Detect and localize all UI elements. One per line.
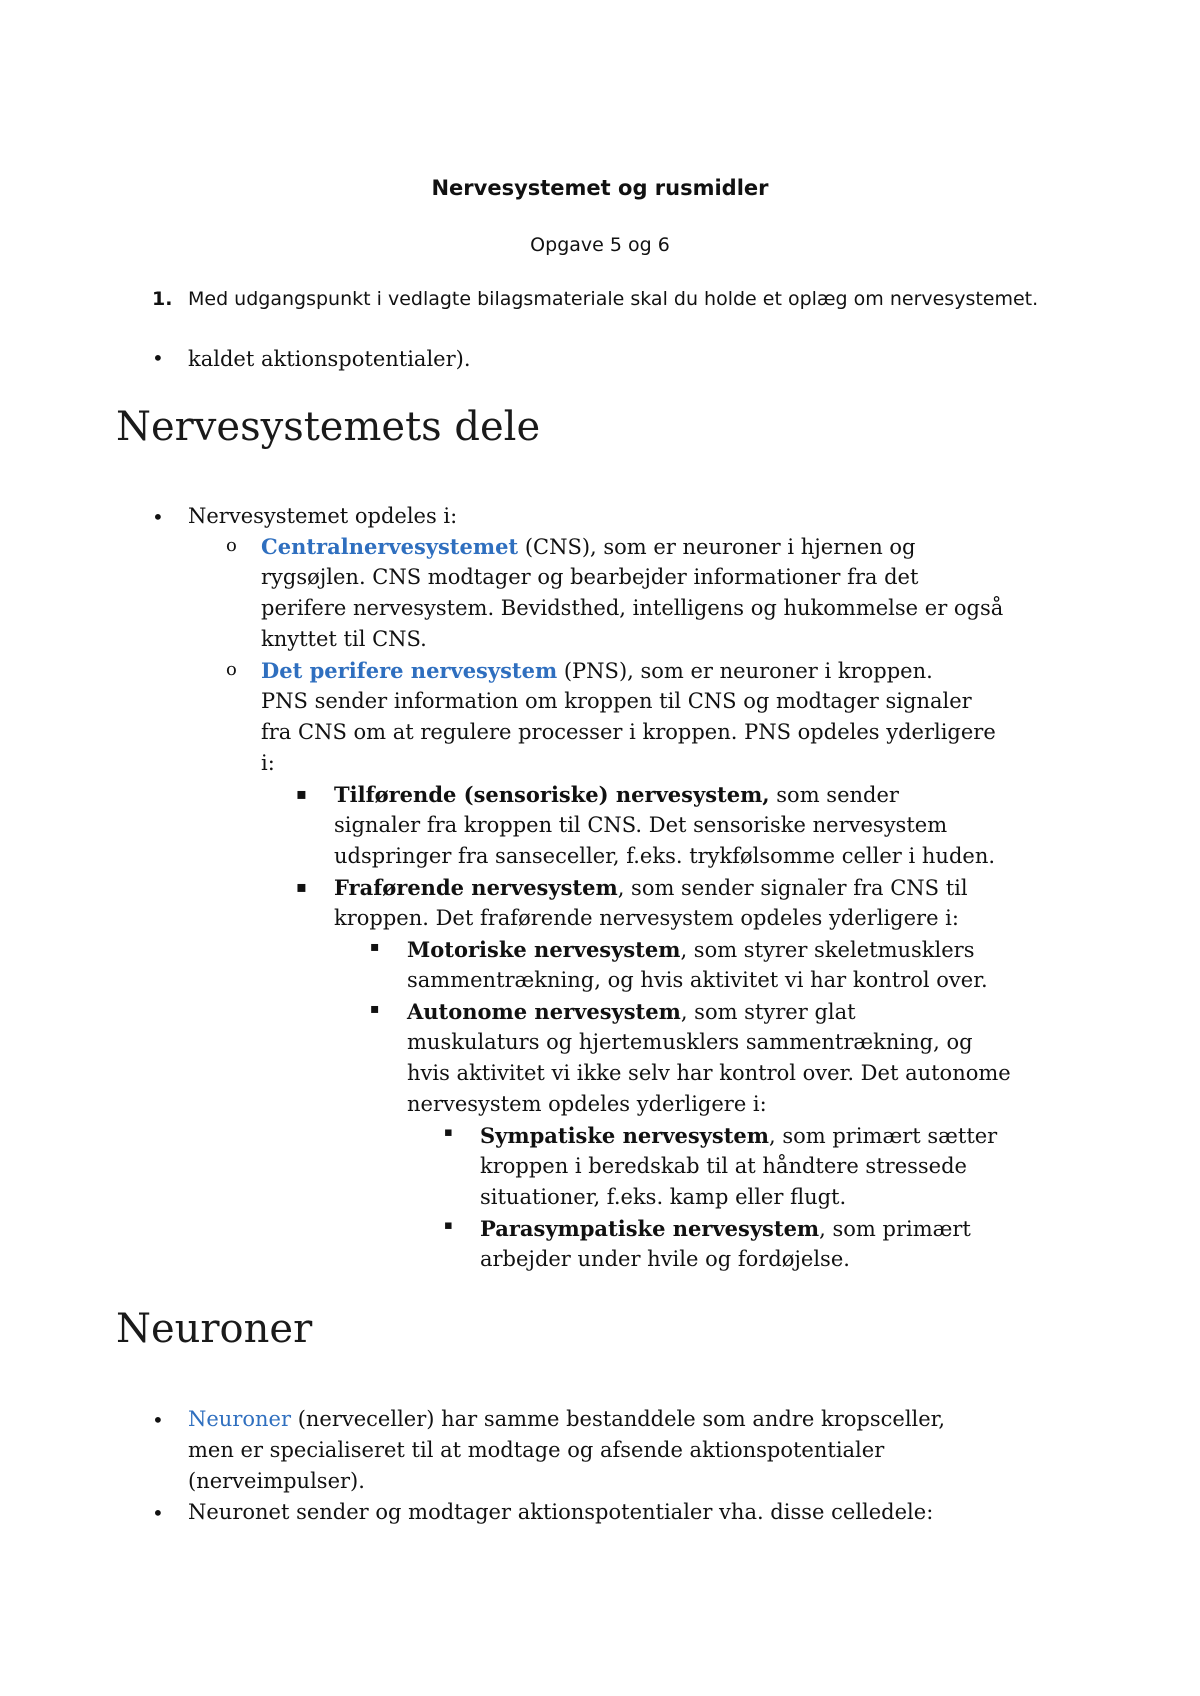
neuroner-term: Neuroner [188,1407,292,1431]
cns-text-1: (CNS), som er neuroner i hjernen og [518,535,916,559]
pns-text-1: (PNS), som er neuroner i kroppen. [557,659,933,683]
bullet-marker: • [152,1501,164,1525]
sympathetic-term: Sympatiske nervesystem [480,1123,769,1148]
efferent-line-2: kroppen. Det fraførende nervesystem opdeles yderligere i: [334,906,959,930]
section-heading-nervesystemets-dele: Nervesystemets dele [116,404,541,450]
bullet-marker: • [152,505,164,529]
square-marker: ▪ [444,1218,453,1233]
afferent-line-2: signaler fra kroppen til CNS. Det sensoriske nervesystem [334,813,948,837]
sympathetic-text-1: , som primært sætter [769,1124,998,1148]
parasympathetic-line-1 [480,1213,971,1245]
document-title: Nervesystemet og rusmidler [431,176,769,200]
neuroner-line-2: men er specialiseret til at modtage og afsende aktionspotentialer [188,1438,885,1462]
square-marker: ▪ [296,877,307,896]
autonomic-line-4: nervesystem opdeles yderligere i: [407,1092,767,1116]
pns-line-1 [261,655,933,687]
cns-line-3: perifere nervesystem. Bevidsthed, intelligens og hukommelse er også [261,596,1004,620]
afferent-line-1 [334,779,899,811]
pns-line-2: PNS sender information om kroppen til CNS og modtager signaler [261,689,972,713]
circle-marker: o [226,535,237,556]
autonomic-term: Autonome nervesystem [407,999,681,1024]
afferent-text-1: som sender [769,783,899,807]
pns-term: Det perifere nervesystem [261,658,558,683]
cns-line-4: knyttet til CNS. [261,627,427,651]
motor-text-1: , som styrer skeletmusklers [680,938,975,962]
sympathetic-line-3: situationer, f.eks. kamp eller flugt. [480,1185,847,1209]
efferent-term: Fraførende nervesystem [334,875,618,900]
parasympathetic-term: Parasympatiske nervesystem [480,1216,820,1241]
cns-line-1 [261,531,916,563]
parasympathetic-line-2: arbejder under hvile og fordøjelse. [480,1247,850,1271]
section-heading-neuroner: Neuroner [116,1306,313,1352]
autonomic-line-2: muskulaturs og hjertemusklers sammentrækning, og [407,1030,973,1054]
neuroner-line-1 [188,1404,945,1435]
motor-line-2: sammentrækning, og hvis aktivitet vi har kontrol over. [407,968,988,992]
afferent-term: Tilførende (sensoriske) nervesystem, [334,782,770,807]
autonomic-text-1: , som styrer glat [680,1000,856,1024]
bullet-marker: • [152,1408,164,1432]
square-marker: ▪ [370,939,380,955]
square-marker: ▪ [370,1001,380,1017]
bullet-marker: • [152,346,164,370]
intro-bullet-text: kaldet aktionspotentialer). [188,347,471,371]
efferent-line-1 [334,872,968,904]
square-marker: ▪ [296,784,307,803]
neuroner-text-1: (nerveceller) har samme bestanddele som andre kropsceller, [291,1407,946,1431]
cns-term: Centralnervesystemet [261,534,519,559]
celledele-text: Neuronet sender og modtager aktionspotentialer vha. disse celledele: [188,1500,934,1524]
square-marker: ▪ [444,1125,453,1140]
pns-line-3: fra CNS om at regulere processer i kroppen. PNS opdeles yderligere [261,720,996,744]
motor-term: Motoriske nervesystem [407,937,681,962]
circle-marker: o [226,659,237,680]
document-subtitle: Opgave 5 og 6 [530,234,670,256]
list-item-text: Nervesystemet opdeles i: [188,504,458,528]
sympathetic-line-1 [480,1120,997,1152]
cns-line-2: rygsøjlen. CNS modtager og bearbejder informationer fra det [261,565,919,589]
parasympathetic-text-1: , som primært [819,1217,971,1241]
neuroner-line-3: (nerveimpulser). [188,1469,365,1493]
sympathetic-line-2: kroppen i beredskab til at håndtere stressede [480,1154,967,1178]
motor-line-1 [407,934,974,966]
efferent-text-1: , som sender signaler fra CNS til [617,876,968,900]
pns-line-4: i: [261,751,275,775]
afferent-line-3: udspringer fra sanseceller, f.eks. trykfølsomme celler i huden. [334,844,996,868]
autonomic-line-1 [407,996,856,1028]
task-number: 1. [152,288,173,310]
autonomic-line-3: hvis aktivitet vi ikke selv har kontrol over. Det autonome [407,1061,1011,1085]
task-text: Med udgangspunkt i vedlagte bilagsmateriale skal du holde et oplæg om nervesystemet. [188,288,1039,310]
